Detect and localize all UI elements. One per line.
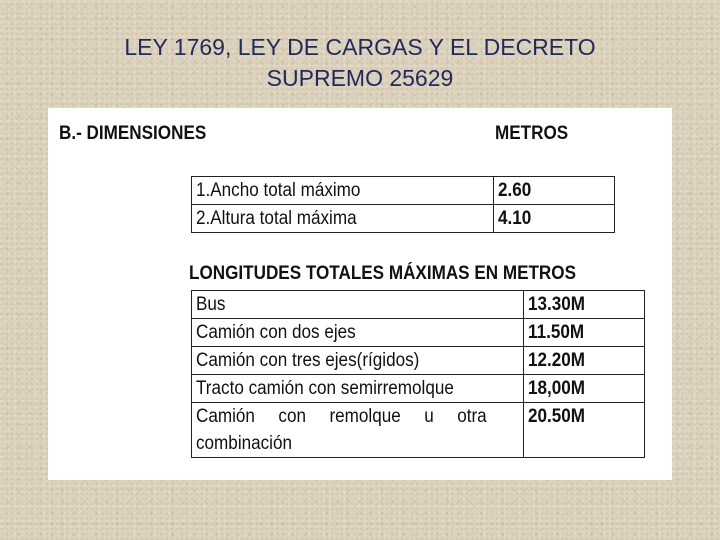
length-value: 12.20M xyxy=(524,347,645,375)
length-value: 20.50M xyxy=(524,403,645,458)
length-label-line-2: combinación xyxy=(196,433,293,454)
table-row xyxy=(192,177,615,205)
length-label: Camión con tres ejes(rígidos) xyxy=(192,347,524,375)
table-row xyxy=(192,291,645,319)
lengths-heading: LONGITUDES TOTALES MÁXIMAS EN METROS xyxy=(189,263,576,284)
table-row xyxy=(192,319,645,347)
length-label: Camión con dos ejes xyxy=(192,319,524,347)
dimension-label: 2.Altura total máxima xyxy=(192,205,494,233)
table-row xyxy=(192,403,645,458)
lengths-table xyxy=(191,290,645,458)
length-label xyxy=(192,403,524,458)
length-value: 13.30M xyxy=(524,291,645,319)
slide-title-line-1: LEY 1769, LEY DE CARGAS Y EL DECRETO xyxy=(124,34,596,60)
dimensions-table xyxy=(191,176,615,233)
dimension-label: 1.Ancho total máximo xyxy=(192,177,494,205)
length-label-line-1: Camión con remolque u otra xyxy=(196,406,487,427)
unit-heading: METROS xyxy=(495,123,569,144)
content-panel xyxy=(48,108,672,480)
section-heading: B.- DIMENSIONES xyxy=(59,123,207,144)
length-value: 18,00M xyxy=(524,375,645,403)
dimension-value: 2.60 xyxy=(494,177,615,205)
table-row xyxy=(192,375,645,403)
table-row xyxy=(192,347,645,375)
slide-title-line-2: SUPREMO 25629 xyxy=(266,65,454,91)
dimension-value: 4.10 xyxy=(494,205,615,233)
slide-title xyxy=(20,32,700,94)
length-label: Bus xyxy=(192,291,524,319)
length-label: Tracto camión con semirremolque xyxy=(192,375,524,403)
table-row xyxy=(192,205,615,233)
length-value: 11.50M xyxy=(524,319,645,347)
